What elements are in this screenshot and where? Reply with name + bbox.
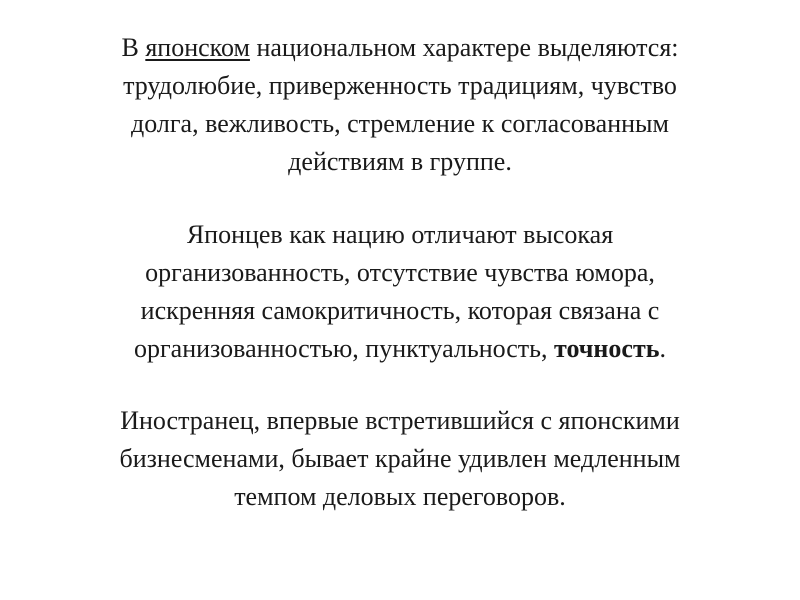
paragraph-line bbox=[40, 330, 760, 368]
paragraph-line: бизнесменами, бывает крайне удивлен медленным bbox=[119, 444, 681, 473]
text-fragment: В bbox=[121, 33, 146, 62]
paragraph-national-character bbox=[40, 29, 760, 181]
paragraph-line: действиям в группе. bbox=[288, 147, 512, 176]
paragraph-line: долга, вежливость, стремление к согласованным bbox=[131, 109, 669, 138]
paragraph-nation-traits bbox=[40, 216, 760, 368]
paragraph-line: темпом деловых переговоров. bbox=[234, 482, 566, 511]
text-fragment: национальном характере выделяются: bbox=[249, 33, 679, 62]
paragraph-line: Японцев как нацию отличают высокая bbox=[186, 220, 614, 249]
paragraph-line: искренняя самокритичность, которая связана с bbox=[140, 296, 660, 325]
text-fragment: организованностью, пунктуальность, bbox=[134, 334, 555, 363]
text-fragment: . bbox=[659, 334, 666, 363]
paragraph-line: организованность, отсутствие чувства юмора, bbox=[145, 258, 655, 287]
paragraph-foreigner-negotiations bbox=[40, 402, 760, 516]
paragraph-line: трудолюбие, приверженность традициям, чувство bbox=[123, 71, 677, 100]
paragraph-line: Иностранец, впервые встретившийся с японскими bbox=[120, 406, 680, 435]
paragraph-line bbox=[40, 29, 760, 67]
bold-word: точность bbox=[554, 334, 660, 363]
underlined-word: японском bbox=[145, 33, 250, 62]
